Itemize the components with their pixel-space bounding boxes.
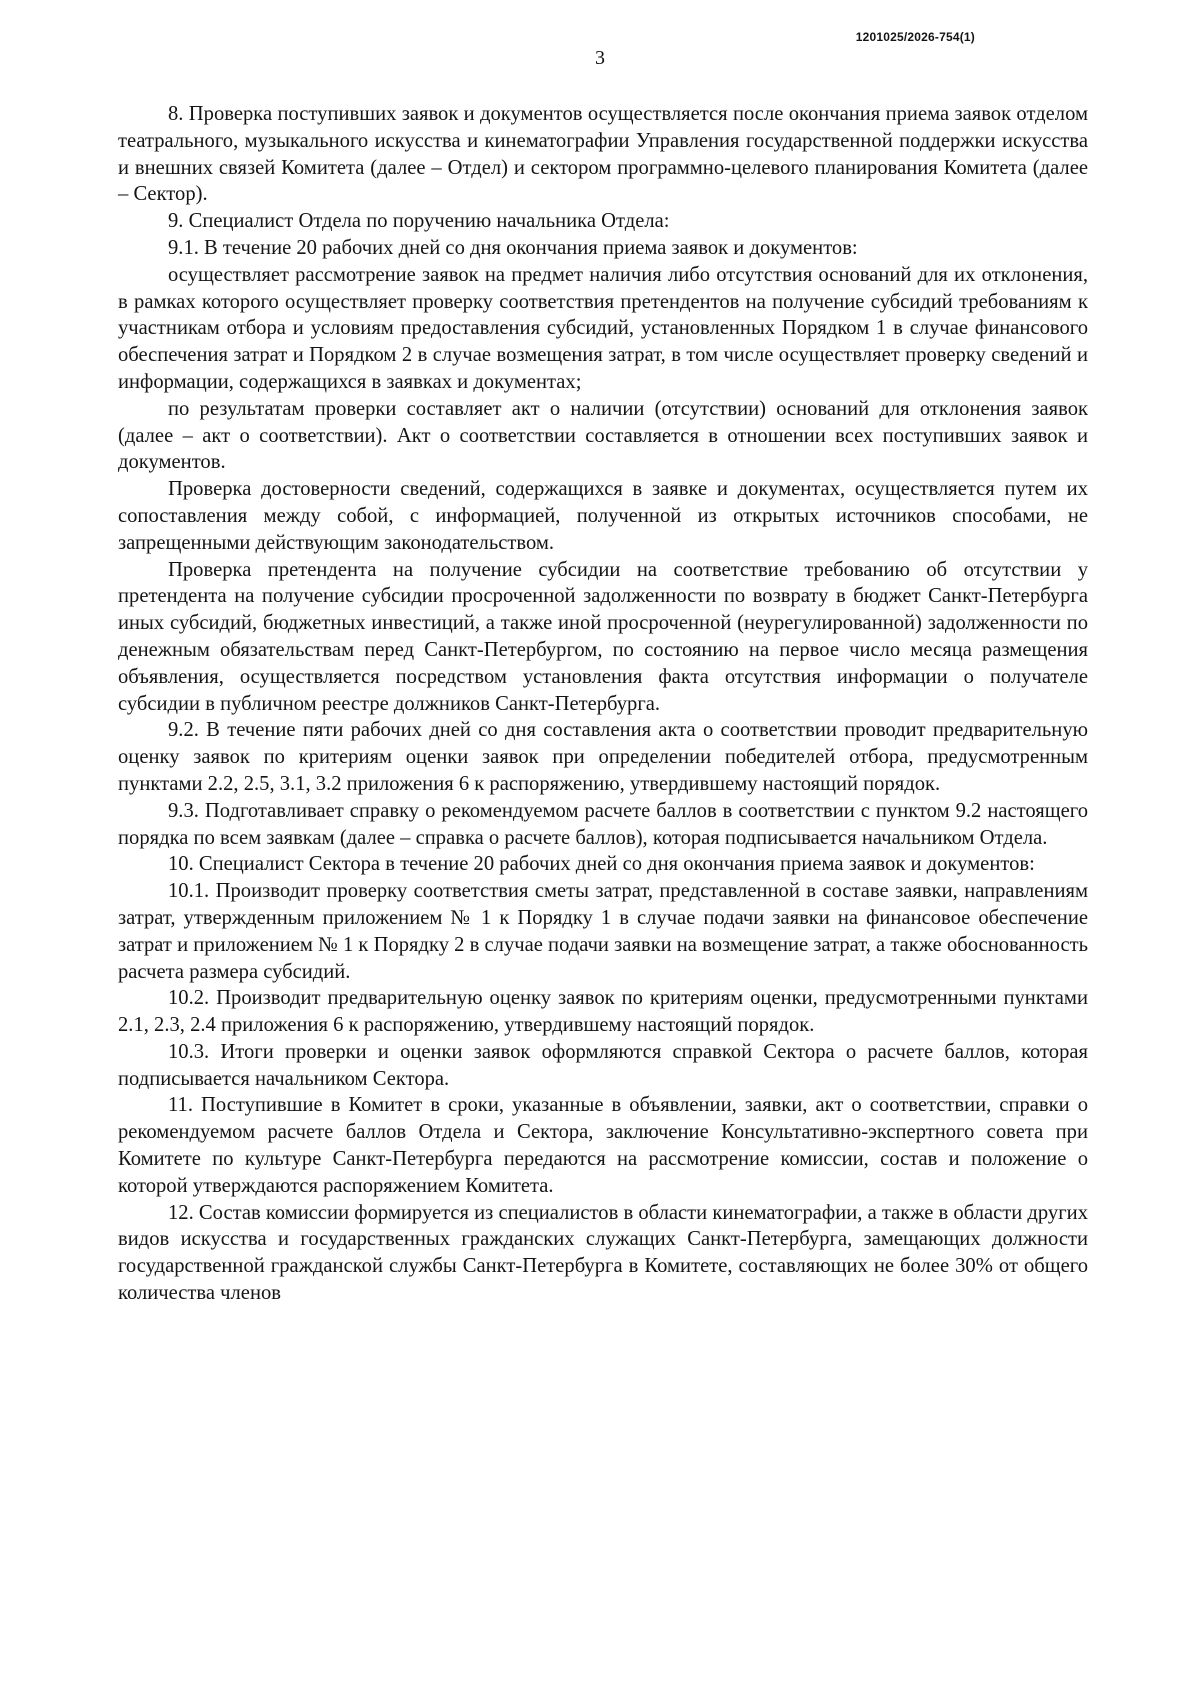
- paragraph: 10.1. Производит проверку соответствия сметы затрат, представленной в составе заявки, направлениям затрат, утвержденным приложением № 1 к Порядку 1 в случае подачи заявки на финансовое обеспечение затрат и приложением № 1 к Порядку 2 в случае подачи заявки на возмещение затрат, а также обоснованность расчета размера субсидий.: [118, 880, 1088, 983]
- paragraph: Проверка претендента на получение субсидии на соответствие требованию об отсутствии у претендента на получение субсидии просроченной задолженности по возврату в бюджет Санкт-Петербурга иных субсидий, бюджетных инвестиций, а также иной просроченной (неурегулированной) задолженности по денежным обязательствам перед Санкт-Петербургом, по состоянию на первое число месяца размещения объявления, осуществляется посредством установления факта отсутствия информации о получателе субсидии в публичном реестре должников Санкт-Петербурга.: [118, 558, 1088, 715]
- paragraph: осуществляет рассмотрение заявок на предмет наличия либо отсутствия оснований для их отклонения, в рамках которого осуществляет проверку соответствия претендентов на получение субсидий требованиям к участникам отбора и условиям предоставления субсидий, установленных Порядком 1 в случае финансового обеспечения затрат и Порядком 2 в случае возмещения затрат, в том числе осуществляет проверку сведений и информации, содержащихся в заявках и документах;: [118, 263, 1088, 393]
- document-registration-number: 1201025/2026-754(1): [855, 30, 975, 44]
- paragraph: 9. Специалист Отдела по поручению начальника Отдела:: [168, 210, 670, 233]
- page-number: 3: [595, 47, 605, 69]
- paragraph: Проверка достоверности сведений, содержащихся в заявке и документах, осуществляется путем их сопоставления между собой, с информацией, полученной из открытых источников способами, не запрещенными действующим законодательством.: [118, 478, 1088, 554]
- paragraph: 10.2. Производит предварительную оценку заявок по критериям оценки, предусмотренными пунктами 2.1, 2.3, 2.4 приложения 6 к распоряжению, утвердившему настоящий порядок.: [118, 987, 1088, 1037]
- paragraph: по результатам проверки составляет акт о наличии (отсутствии) оснований для отклонения заявок (далее – акт о соответствии). Акт о соответствии составляется в отношении всех поступивших заявок и документов.: [118, 397, 1088, 474]
- document-body: [118, 101, 1088, 1307]
- paragraph: 11. Поступившие в Комитет в сроки, указанные в объявлении, заявки, акт о соответствии, справки о рекомендуемом расчете баллов Отдела и Сектора, заключение Консультативно-экспертного совета при Комитете по культуре Санкт-Петербурга передаются на рассмотрение комиссии, состав и положение о которой утверждаются распоряжением Комитета.: [118, 1094, 1088, 1197]
- paragraph: 10.3. Итоги проверки и оценки заявок оформляются справкой Сектора о расчете баллов, которая подписывается начальником Сектора.: [118, 1040, 1088, 1090]
- paragraph: 8. Проверка поступивших заявок и документов осуществляется после окончания приема заявок отделом театрального, музыкального искусства и кинематографии Управления государственной поддержки искусства и внешних связей Комитета (далее – Отдел) и сектором программно-целевого планирования Комитета (далее – Сектор).: [118, 103, 1088, 206]
- paragraph: 9.2. В течение пяти рабочих дней со дня составления акта о соответствии проводит предварительную оценку заявок по критериям оценки заявок при определении победителей отбора, предусмотренным пунктами 2.2, 2.5, 3.1, 3.2 приложения 6 к распоряжению, утвердившему настоящий порядок.: [118, 719, 1088, 795]
- paragraph: 10. Специалист Сектора в течение 20 рабочих дней со дня окончания приема заявок и документов:: [168, 853, 1035, 876]
- paragraph: 9.1. В течение 20 рабочих дней со дня окончания приема заявок и документов:: [168, 236, 858, 259]
- paragraph: 12. Состав комиссии формируется из специалистов в области кинематографии, а также в области других видов искусства и государственных гражданских служащих Санкт-Петербурга, замещающих должности государственной гражданской службы Санкт-Петербурга в Комитете, составляющих не более 30% от общего количества членов: [118, 1201, 1088, 1305]
- paragraph: 9.3. Подготавливает справку о рекомендуемом расчете баллов в соответствии с пунктом 9.2 настоящего порядка по всем заявкам (далее – справка о расчете баллов), которая подписывается начальником Отдела.: [118, 799, 1088, 849]
